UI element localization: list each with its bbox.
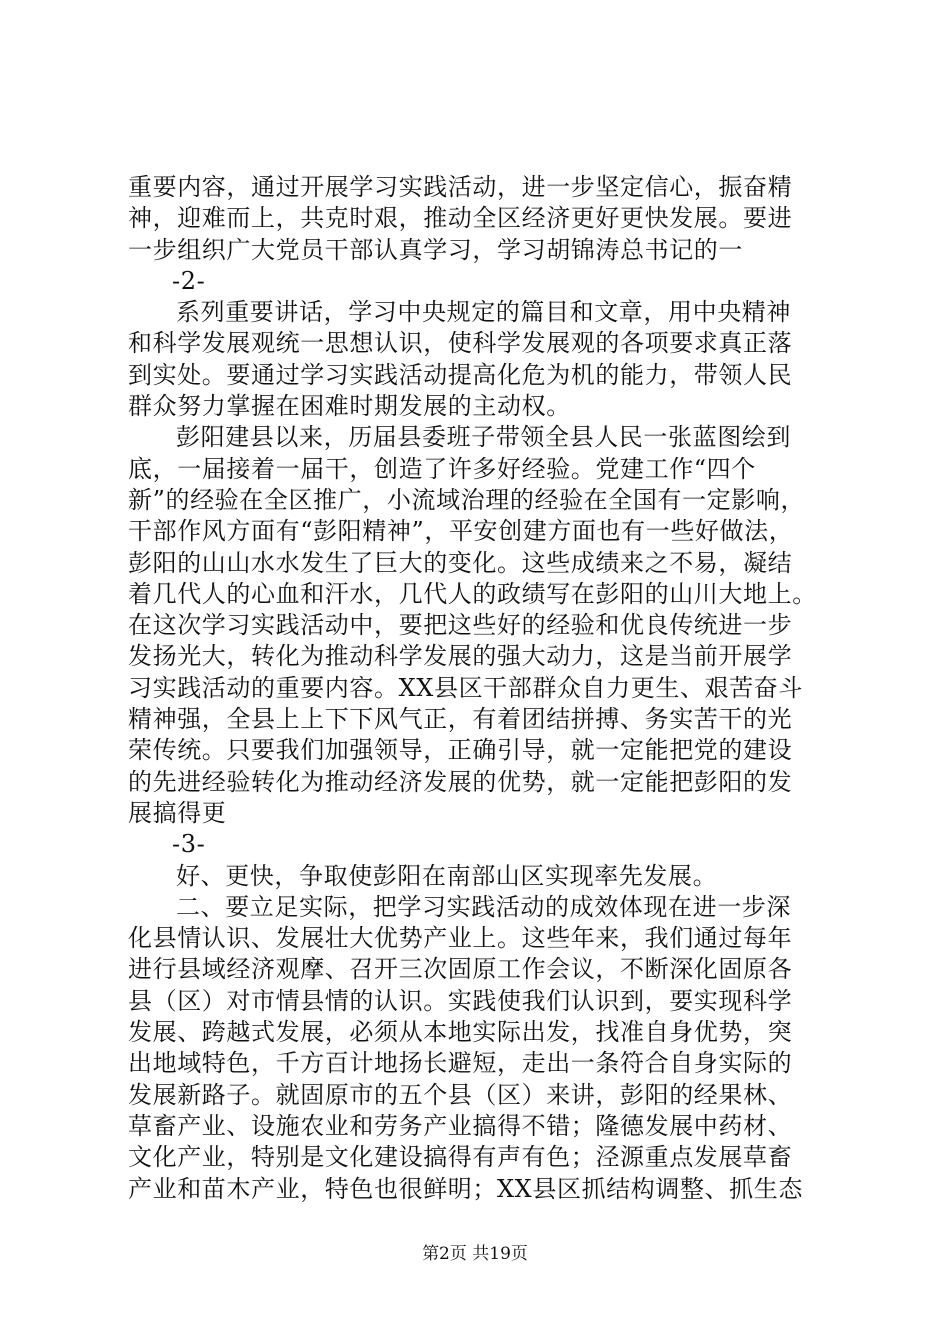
text-line: 一步组织广大党员干部认真学习，学习胡锦涛总书记的一 bbox=[128, 235, 743, 264]
text-line: 发展新路子。就固原市的五个县（区）来讲，彭阳的经果林、 bbox=[128, 1080, 793, 1109]
text-line: 出地域特色，千方百计地扬长避短，走出一条符合自身实际的 bbox=[128, 1049, 793, 1078]
text-line: 二、要立足实际，把学习实践活动的成效体现在进一步深 bbox=[176, 892, 791, 921]
text-line: 着几代人的心血和汗水，几代人的政绩写在彭阳的山川大地上。 bbox=[128, 579, 817, 608]
text-line: 的先进经验转化为推动经济发展的优势，就一定能把彭阳的发 bbox=[128, 767, 793, 796]
text-line: 文化产业，特别是文化建设搞得有声有色；泾源重点发展草畜 bbox=[128, 1143, 793, 1172]
text-line: 展搞得更 bbox=[128, 798, 227, 827]
text-line: 干部作风方面有“彭阳精神”，平安创建方面也有一些好做法， bbox=[128, 517, 794, 546]
text-line: 神，迎难而上，共克时艰，推动全区经济更好更快发展。要进 bbox=[128, 204, 793, 233]
page-marker: -3- bbox=[172, 830, 206, 859]
text-line: 新”的经验在全区推广，小流域治理的经验在全国有一定影响， bbox=[128, 485, 806, 514]
text-line: 系列重要讲话，学习中央规定的篇目和文章，用中央精神 bbox=[176, 298, 791, 327]
text-line: 重要内容，通过开展学习实践活动，进一步坚定信心，振奋精 bbox=[128, 173, 793, 201]
text-line: 精神强，全县上上下下风气正，有着团结拼搏、务实苦干的光 bbox=[128, 705, 793, 734]
text-line: 好、更快，争取使彭阳在南部山区实现率先发展。 bbox=[176, 861, 718, 890]
text-line: 和科学发展观统一思想认识，使科学发展观的各项要求真正落 bbox=[128, 329, 793, 358]
body-text bbox=[128, 172, 828, 1205]
text-line: 产业和苗木产业，特色也很鲜明；XX县区抓结构调整、抓生态 bbox=[128, 1174, 803, 1203]
text-line: 草畜产业、设施农业和劳务产业搞得不错；隆德发展中药材、 bbox=[128, 1111, 793, 1140]
text-line: 发扬光大，转化为推动科学发展的强大动力，这是当前开展学 bbox=[128, 642, 793, 671]
text-line: 在这次学习实践活动中，要把这些好的经验和优良传统进一步 bbox=[128, 611, 793, 640]
text-line: 县（区）对市情县情的认识。实践使我们认识到，要实现科学 bbox=[128, 986, 793, 1015]
text-line: 到实处。要通过学习实践活动提高化危为机的能力，带领人民 bbox=[128, 360, 793, 389]
text-line: 底，一届接着一届干，创造了许多好经验。党建工作“四个 bbox=[128, 454, 756, 483]
page-marker: -2- bbox=[172, 266, 206, 295]
text-line: 化县情认识、发展壮大优势产业上。这些年来，我们通过每年 bbox=[128, 924, 793, 953]
text-line: 习实践活动的重要内容。XX县区干部群众自力更生、艰苦奋斗 bbox=[128, 673, 803, 702]
text-line: 彭阳的山山水水发生了巨大的变化。这些成绩来之不易，凝结 bbox=[128, 548, 793, 577]
text-line: 群众努力掌握在困难时期发展的主动权。 bbox=[128, 392, 571, 421]
page-footer: 第2页 共19页 bbox=[422, 1244, 528, 1264]
text-line: 发展、跨越式发展，必须从本地实际出发，找准自身优势，突 bbox=[128, 1018, 793, 1047]
text-line: 彭阳建县以来，历届县委班子带领全县人民一张蓝图绘到 bbox=[176, 423, 791, 452]
text-line: 进行县域经济观摩、召开三次固原工作会议，不断深化固原各 bbox=[128, 955, 793, 984]
text-line: 荣传统。只要我们加强领导，正确引导，就一定能把党的建设 bbox=[128, 736, 793, 765]
